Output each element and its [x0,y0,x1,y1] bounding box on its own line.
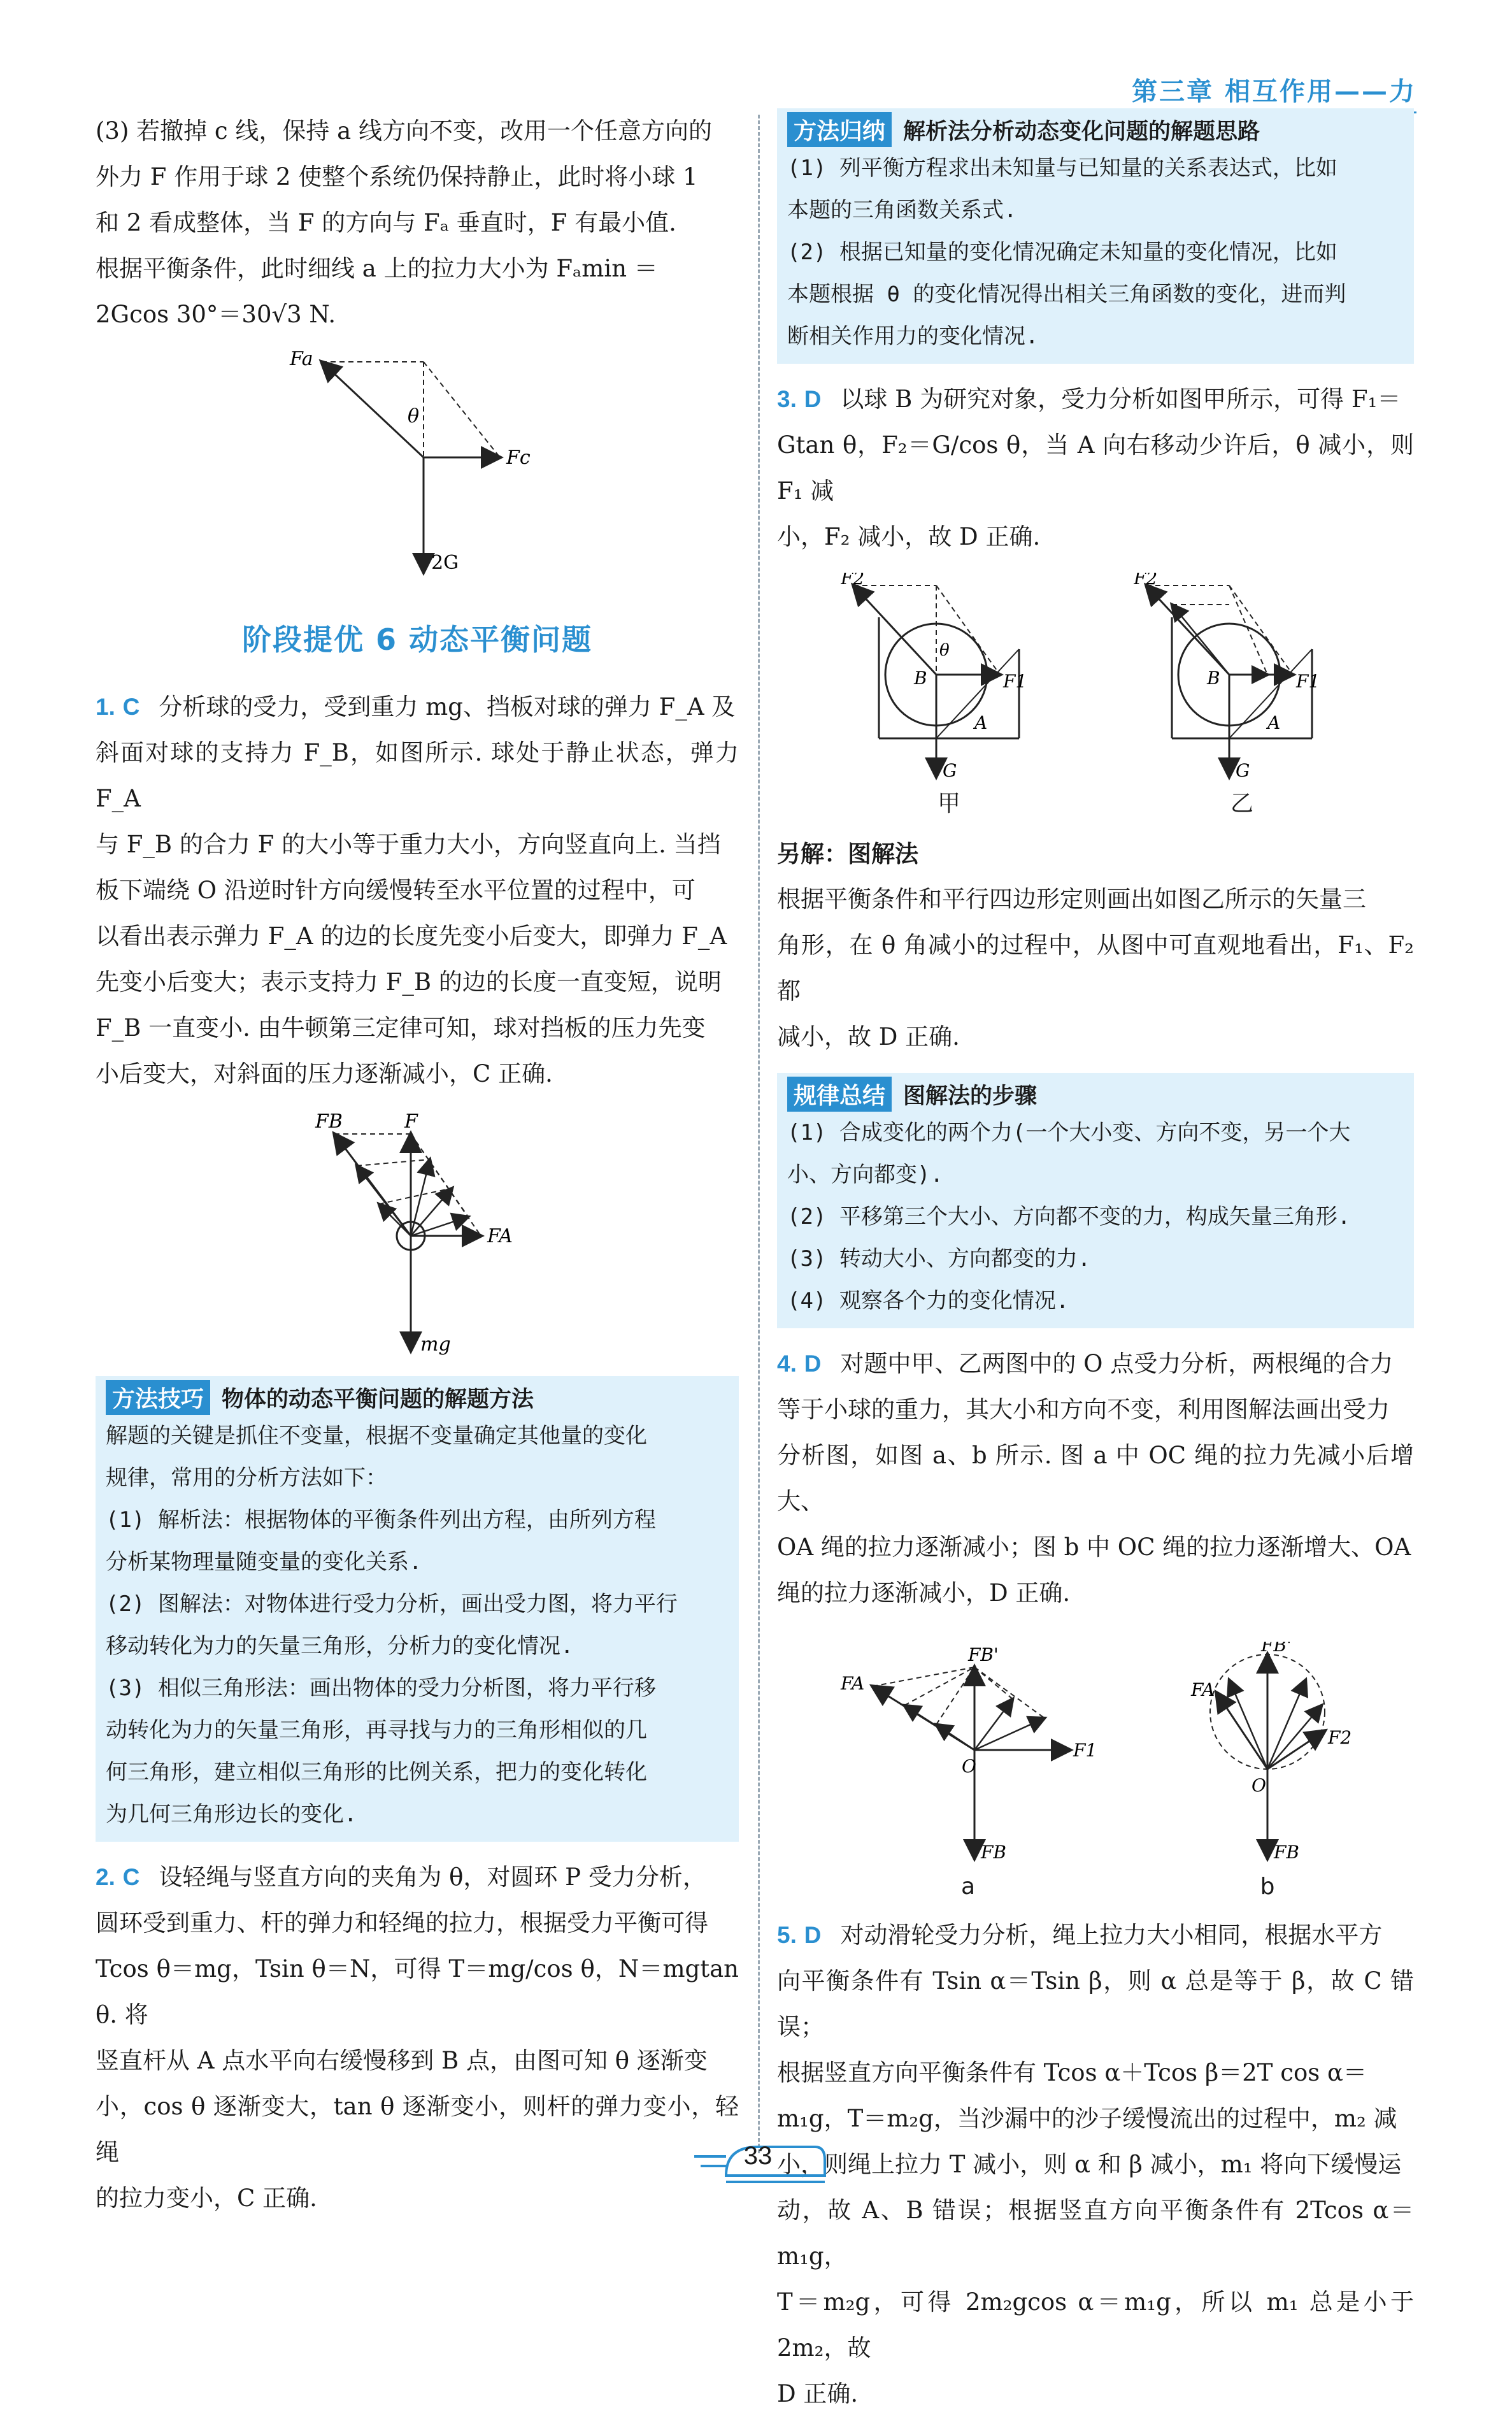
label-theta: θ [408,405,420,427]
q5-line: 根据竖直方向平衡条件有 Tcos α＋Tcos β＝2T cos α＝ [777,2059,1367,2086]
q2-answer: C [122,1864,140,1890]
q1-line: 1. C 分析球的受力，受到重力 mg、挡板对球的弹力 F_A 及 [96,693,736,721]
svg-text:F1: F1 [1003,671,1027,692]
svg-text:G: G [1236,760,1250,781]
q3-answer: D [804,386,822,412]
q2-line: 小，cos θ 逐渐变大，tan θ 逐渐变小，则杆的弹力变小，轻绳 [96,2093,739,2166]
svg-text:FA: FA [1191,1679,1215,1700]
q3-line: 3. D 以球 B 为研究对象，受力分析如图甲所示，可得 F₁＝ [777,385,1401,413]
label-mg: mg [420,1333,451,1356]
box-line: 解题的关键是抓住不变量，根据不变量确定其他量的变化 [106,1423,647,1449]
q4-figures [777,1642,1414,1900]
box-tag: 规律总结 [787,1077,892,1112]
box-line: 本题根据 θ 的变化情况得出相关三角函数的变化，进而判 [787,282,1346,307]
label-fa2: FA [487,1225,513,1247]
svg-text:B: B [1207,668,1220,689]
q2-line: 2. C 设轻绳与竖直方向的夹角为 θ，对圆环 P 受力分析， [96,1863,706,1891]
box-tag: 方法归纳 [787,112,892,147]
q-prev-line: (3) 若撤掉 c 线，保持 a 线方向不变，改用一个任意方向的 [96,117,712,145]
figure-a [834,1642,1102,1900]
svg-text:B: B [914,668,927,689]
q1-number: 1. [96,694,115,720]
box-line: (2) 根据已知量的变化情况确定未知量的变化情况，比如 [787,240,1337,265]
q3-line: Gtan θ，F₂＝G/cos θ，当 A 向右移动少许后，θ 减小，则 F₁ 减 [777,431,1414,505]
svg-text:A: A [1267,712,1281,733]
box-line: (1) 列平衡方程求出未知量与已知量的关系表达式，比如 [787,155,1337,181]
box-title: 物体的动态平衡问题的解题方法 [222,1386,534,1412]
right-column [777,108,1414,2417]
svg-text:θ: θ [939,641,950,660]
q4-line: OA 绳的拉力逐渐减小；图 b 中 OC 绳的拉力逐渐增大、OA [777,1533,1411,1561]
q4-number: 4. [777,1351,797,1377]
section-title: 阶段提优 6 动态平衡问题 [241,622,593,657]
svg-text:F2: F2 [841,573,865,589]
box-line: (3) 转动大小、方向都变的力. [787,1246,1091,1272]
svg-text:F1: F1 [1296,671,1320,692]
q4-line: 4. D 对题中甲、乙两图中的 O 点受力分析，两根绳的合力 [777,1350,1394,1377]
q5-line: 小，则绳上拉力 T 减小，则 α 和 β 减小，m₁ 将向下缓慢运 [777,2151,1402,2178]
box-line: 小、方向都变). [787,1162,943,1187]
q1-line: 斜面对球的支持力 F_B，如图所示. 球处于静止状态，弹力 F_A [96,739,739,812]
q1-line: 与 F_B 的合力 F 的大小等于重力大小，方向竖直向上. 当挡 [96,831,721,858]
box-line: (4) 观察各个力的变化情况. [787,1288,1069,1314]
box-line: (2) 图解法：对物体进行受力分析，画出受力图，将力平行 [106,1591,678,1617]
figure-yi [1134,573,1350,818]
q-prev-line: 2Gcos 30°＝30√3 N. [96,301,336,328]
chapter-header: 第三章 相互作用——力 [1132,71,1416,113]
svg-text:F2: F2 [1134,573,1158,589]
label-fc: Fc [506,447,531,469]
box-line: (1) 解析法：根据物体的平衡条件列出方程，由所列方程 [106,1507,656,1533]
box-tag: 方法技巧 [106,1380,210,1415]
figure-jia [841,573,1057,818]
box-line: 移动转化为力的矢量三角形，分析力的变化情况. [106,1633,574,1659]
q4-line: 分析图，如图 a、b 所示. 图 a 中 OC 绳的拉力先减小后增大、 [777,1442,1414,1515]
q1-line: 以看出表示弹力 F_A 的边的长度先变小后变大，即弹力 F_A [96,922,727,950]
q-prev-line: 根据平衡条件，此时细线 a 上的拉力大小为 Fₐmin ＝ [96,255,658,282]
q2-line: Tcos θ＝mg，Tsin θ＝N，可得 T＝mg/cos θ，N＝mgtan θ. 将 [96,1955,739,2028]
force-diagram-fb-fa [283,1108,551,1363]
q5-line: m₁g，T＝m₂g，当沙漏中的沙子缓慢流出的过程中，m₂ 减 [777,2105,1397,2132]
page-number: 33 [743,2142,773,2170]
q1-answer: C [122,694,140,720]
q5-line: 向平衡条件有 Tsin α＝Tsin β，则 α 总是等于 β，故 C 错误； [777,1967,1414,2040]
column-divider [758,115,760,2153]
box-line: (3) 相似三角形法：画出物体的受力分析图，将力平行移 [106,1675,656,1701]
method-tips-box [96,1376,739,1842]
svg-text:F1: F1 [1073,1740,1097,1761]
q2-line: 的拉力变小，C 正确. [96,2184,317,2212]
caption-b: b [1260,1874,1275,1900]
q1-line: F_B 一直变小. 由牛顿第三定律可知，球对挡板的压力先变 [96,1014,706,1042]
q3-number: 3. [777,386,797,412]
box-line: 何三角形，建立相似三角形的比例关系，把力的变化转化 [106,1760,647,1785]
box-line: 动转化为力的矢量三角形，再寻找与力的三角形相似的几 [106,1718,647,1743]
q1-line: 先变小后变大；表示支持力 F_B 的边的长度一直变短，说明 [96,968,722,996]
q4-line: 等于小球的重力，其大小和方向不变，利用图解法画出受力 [777,1396,1390,1423]
q3-line: 小，F₂ 减小，故 D 正确. [777,523,1041,550]
alt-line: 角形，在 θ 角减小的过程中，从图中可直观地看出，F₁、F₂ 都 [777,931,1414,1005]
q-prev-line: 和 2 看成整体，当 F 的方向与 Fₐ 垂直时，F 有最小值. [96,209,676,236]
svg-text:FA: FA [841,1673,865,1694]
svg-text:FB: FB [1274,1842,1300,1863]
label-f: F [404,1110,418,1133]
q5-line: D 正确. [777,2380,859,2407]
q2-line: 竖直杆从 A 点水平向右缓慢移到 B 点，由图可知 θ 逐渐变 [96,2047,708,2074]
box-line: (1) 合成变化的两个力(一个大小变、方向不变，另一个大 [787,1120,1351,1145]
figure-b [1178,1642,1357,1900]
q4-line: 绳的拉力逐渐减小，D 正确. [777,1579,1071,1607]
q2-number: 2. [96,1864,115,1890]
svg-text:F2: F2 [1328,1727,1352,1748]
force-diagram-fa-fc [283,349,551,585]
q5-number: 5. [777,1922,797,1948]
box-line: 分析某物理量随变量的变化关系. [106,1549,422,1575]
label-2g: 2G [431,552,459,574]
box-title: 解析法分析动态变化问题的解题思路 [903,118,1260,145]
box-line: 规律，常用的分析方法如下： [106,1465,387,1491]
svg-text:G: G [943,760,957,781]
q5-line: 动，故 A、B 错误；根据竖直方向平衡条件有 2Tcos α＝m₁g， [777,2197,1414,2270]
q2-line: 圆环受到重力、杆的弹力和轻绳的拉力，根据受力平衡可得 [96,1909,708,1937]
q5-line: 5. D 对动滑轮受力分析，绳上拉力大小相同，根据水平方 [777,1921,1383,1949]
rule-summary-box [777,1073,1414,1328]
alt-line: 减小，故 D 正确. [777,1023,960,1051]
q3-figures [777,573,1414,818]
box-line: (2) 平移第三个大小、方向都不变的力，构成矢量三角形. [787,1204,1351,1230]
svg-text:O: O [1252,1775,1266,1796]
svg-text:FB: FB [981,1842,1007,1863]
svg-text:FB': FB' [1261,1642,1292,1656]
svg-text:FB': FB' [968,1644,999,1665]
label-fa: Fa [290,349,313,370]
q-prev-line: 外力 F 作用于球 2 使整个系统仍保持静止，此时将小球 1 [96,163,698,190]
box-line: 本题的三角函数关系式. [787,197,1017,223]
method-summary-box [777,108,1414,364]
q1-line: 小后变大，对斜面的压力逐渐减小，C 正确. [96,1060,553,1087]
caption-jia: 甲 [937,791,960,817]
svg-text:O: O [962,1756,976,1777]
caption-yi: 乙 [1230,791,1253,817]
alt-title: 另解：图解法 [777,840,918,868]
q4-answer: D [804,1351,822,1377]
left-column [96,108,739,2221]
q1-line: 板下端绕 O 沿逆时针方向缓慢转至水平位置的过程中，可 [96,877,695,904]
label-fb: FB [315,1110,343,1133]
box-title: 图解法的步骤 [903,1083,1038,1109]
alt-line: 根据平衡条件和平行四边形定则画出如图乙所示的矢量三 [777,886,1366,913]
q5-answer: D [804,1922,822,1948]
caption-a: a [960,1874,976,1900]
svg-text:A: A [974,712,988,733]
box-line: 为几何三角形边长的变化. [106,1802,357,1827]
q5-line: T＝m₂g，可得 2m₂gcos α＝m₁g，所以 m₁ 总是小于 2m₂，故 [777,2288,1414,2362]
box-line: 断相关作用力的变化情况. [787,324,1039,349]
